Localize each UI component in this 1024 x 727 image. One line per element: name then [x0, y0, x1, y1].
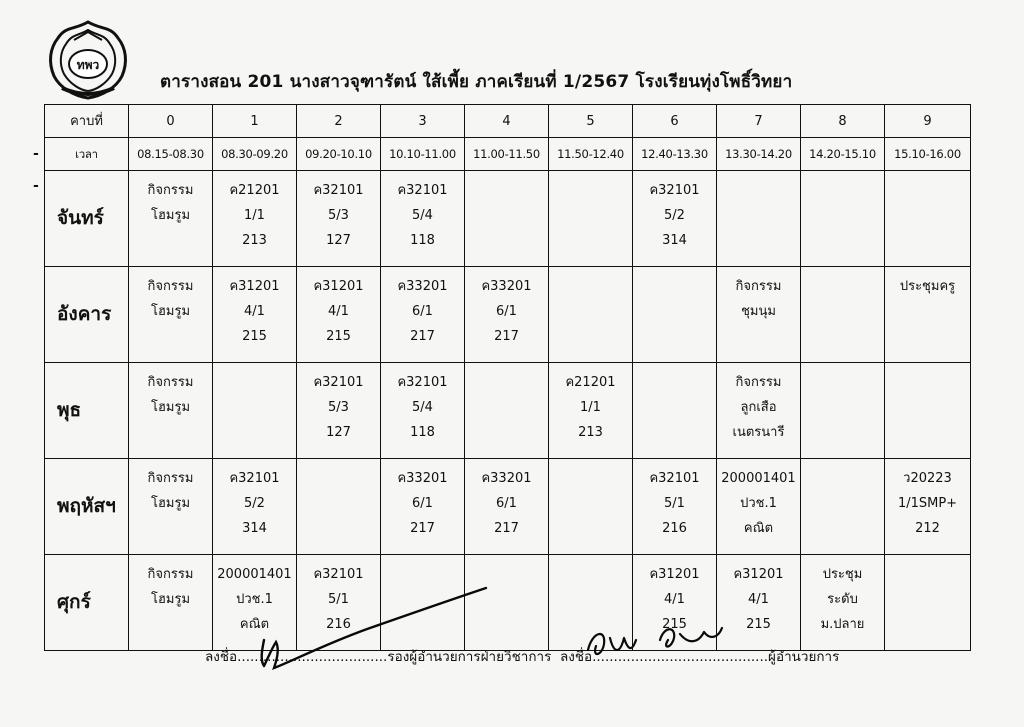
cell-line: กิจกรรม	[735, 279, 782, 294]
timetable-cell	[129, 363, 213, 459]
time-header: 11.50-12.40	[549, 138, 633, 171]
cell-line: ค31201	[313, 279, 364, 294]
cell-line: ค32101	[649, 471, 700, 486]
timetable-cell	[717, 171, 801, 267]
timetable-cell	[465, 459, 549, 555]
timetable-cell	[549, 459, 633, 555]
sign-label-2: ลงชื่อ	[559, 649, 593, 665]
timetable-cell	[129, 459, 213, 555]
timetable-cell	[129, 171, 213, 267]
cell-line: 5/1	[664, 496, 685, 511]
cell-line: ค31201	[649, 567, 700, 582]
timetable-cell	[885, 555, 971, 651]
cell-line: โฮมรูม	[150, 592, 191, 607]
cell-line: 217	[410, 329, 435, 344]
cell-line: 213	[578, 425, 603, 440]
day-name: พุธ	[45, 363, 129, 459]
cell-line: 118	[410, 233, 435, 248]
cell-line: ค32101	[649, 183, 700, 198]
timetable-cell	[297, 171, 381, 267]
cell-line: ค33201	[481, 471, 532, 486]
time-header: 08.15-08.30	[129, 138, 213, 171]
period-header: 4	[465, 105, 549, 138]
timetable-cell	[381, 171, 465, 267]
cell-line: 5/3	[328, 400, 349, 415]
period-header: 7	[717, 105, 801, 138]
cell-line: กิจกรรม	[735, 375, 782, 390]
margin-mark: -	[33, 178, 39, 194]
period-row	[45, 105, 971, 138]
timetable-cell	[801, 171, 885, 267]
cell-line: 215	[662, 617, 687, 632]
cell-line: 314	[662, 233, 687, 248]
cell-line: โฮมรูม	[150, 208, 191, 223]
cell-line: 6/1	[496, 496, 517, 511]
sign-dots-1: ...................................	[237, 649, 388, 665]
timetable-cell	[297, 459, 381, 555]
timetable-cell	[633, 171, 717, 267]
cell-line: 4/1	[664, 592, 685, 607]
cell-line: ค32101	[229, 471, 280, 486]
cell-line: 127	[326, 425, 351, 440]
timetable-cell	[213, 363, 297, 459]
day-row	[45, 171, 971, 267]
cell-line: 5/2	[664, 208, 685, 223]
cell-line: 215	[242, 329, 267, 344]
page-title: ตารางสอน 201 นางสาวจุฑารัตน์ ใส้เพี้ย ภาคเรียนที่ 1/2567 โรงเรียนทุ่งโพธิ์วิทยา	[160, 72, 793, 92]
cell-line: ประชุม	[822, 567, 863, 582]
cell-line: 1/1	[580, 400, 601, 415]
signature-vice-director	[250, 570, 490, 680]
cell-line: ค32101	[397, 375, 448, 390]
cell-line: 5/4	[412, 208, 433, 223]
cell-line: 6/1	[412, 496, 433, 511]
period-header: 1	[213, 105, 297, 138]
cell-line: 217	[494, 521, 519, 536]
time-header: 10.10-11.00	[381, 138, 465, 171]
timetable-cell	[465, 363, 549, 459]
cell-line: กิจกรรม	[147, 183, 194, 198]
cell-line: ค33201	[397, 279, 448, 294]
timetable-cell	[801, 555, 885, 651]
timetable-cell	[381, 459, 465, 555]
signature-director	[580, 610, 750, 670]
cell-line: 5/1	[328, 592, 349, 607]
timetable-cell	[297, 363, 381, 459]
cell-line: 4/1	[328, 304, 349, 319]
cell-line: ประชุมครู	[899, 279, 956, 294]
cell-line: 200001401	[217, 567, 292, 582]
period-header: 9	[885, 105, 971, 138]
time-row	[45, 138, 971, 171]
cell-line: คณิต	[743, 521, 774, 536]
cell-line: ค32101	[313, 375, 364, 390]
period-header: 3	[381, 105, 465, 138]
cell-line: ค21201	[229, 183, 280, 198]
cell-line: กิจกรรม	[147, 471, 194, 486]
cell-line: 213	[242, 233, 267, 248]
cell-line: ค32101	[313, 567, 364, 582]
timetable-cell	[213, 267, 297, 363]
time-header: 09.20-10.10	[297, 138, 381, 171]
timetable-cell	[633, 267, 717, 363]
timetable-cell	[129, 267, 213, 363]
cell-line: ปวช.1	[236, 592, 273, 607]
timetable	[44, 104, 971, 651]
timetable-cell	[213, 459, 297, 555]
day-name: อังคาร	[45, 267, 129, 363]
cell-line: 217	[410, 521, 435, 536]
cell-line: 1/1	[244, 208, 265, 223]
cell-line: ค32101	[313, 183, 364, 198]
timetable-cell	[549, 171, 633, 267]
timetable-cell	[465, 171, 549, 267]
cell-line: ค21201	[565, 375, 616, 390]
cell-line: 5/4	[412, 400, 433, 415]
timetable-cell	[801, 363, 885, 459]
period-header: 2	[297, 105, 381, 138]
cell-line: ระดับ	[827, 592, 858, 607]
cell-line: 5/3	[328, 208, 349, 223]
cell-line: 215	[326, 329, 351, 344]
timetable-cell	[717, 459, 801, 555]
cell-line: 216	[326, 617, 351, 632]
sign-label-1: ลงชื่อ	[205, 649, 238, 665]
cell-line: ปวช.1	[740, 496, 777, 511]
timetable-cell	[801, 459, 885, 555]
cell-line: ค33201	[481, 279, 532, 294]
cell-line: 217	[494, 329, 519, 344]
timetable-cell	[885, 363, 971, 459]
cell-line: คณิต	[239, 617, 270, 632]
time-header: 15.10-16.00	[885, 138, 971, 171]
timetable-cell	[297, 267, 381, 363]
cell-line: ม.ปลาย	[820, 617, 865, 632]
cell-line: 127	[326, 233, 351, 248]
cell-line: กิจกรรม	[147, 567, 194, 582]
cell-line: ชุมนุม	[741, 304, 776, 319]
cell-line: กิจกรรม	[147, 375, 194, 390]
sign-dots-2: .........................................	[592, 649, 769, 665]
timetable-cell	[885, 171, 971, 267]
timetable-cell	[717, 363, 801, 459]
timetable-cell	[885, 267, 971, 363]
day-row	[45, 555, 971, 651]
school-emblem-icon	[44, 18, 132, 102]
time-header: 14.20-15.10	[801, 138, 885, 171]
emblem-text: ทพว	[76, 58, 100, 72]
cell-line: ลูกเสือ	[740, 400, 777, 415]
timetable-cell	[381, 363, 465, 459]
cell-line: 6/1	[496, 304, 517, 319]
time-header: 13.30-14.20	[717, 138, 801, 171]
timetable-cell	[381, 267, 465, 363]
cell-line: ค31201	[229, 279, 280, 294]
day-name: พฤหัสฯ	[45, 459, 129, 555]
time-header: 08.30-09.20	[213, 138, 297, 171]
cell-line: 215	[746, 617, 771, 632]
time-header: 11.00-11.50	[465, 138, 549, 171]
period-header: 8	[801, 105, 885, 138]
timetable-cell	[549, 267, 633, 363]
timetable-cell	[885, 459, 971, 555]
cell-line: กิจกรรม	[147, 279, 194, 294]
cell-line: โฮมรูม	[150, 304, 191, 319]
day-row	[45, 459, 971, 555]
day-row	[45, 363, 971, 459]
period-header: 5	[549, 105, 633, 138]
cell-line: เนตรนารี	[732, 425, 785, 440]
role-director: ผู้อำนวยการ	[768, 649, 840, 665]
period-label: คาบที่	[45, 105, 129, 138]
period-header: 0	[129, 105, 213, 138]
cell-line: ค33201	[397, 471, 448, 486]
cell-line: ว20223	[903, 471, 952, 486]
timetable-cell	[633, 363, 717, 459]
timetable-cell	[129, 555, 213, 651]
cell-line: 212	[915, 521, 940, 536]
cell-line: 6/1	[412, 304, 433, 319]
cell-line: 314	[242, 521, 267, 536]
cell-line: 4/1	[244, 304, 265, 319]
timetable-cell	[549, 363, 633, 459]
period-header: 6	[633, 105, 717, 138]
cell-line: โฮมรูม	[150, 400, 191, 415]
cell-line: 5/2	[244, 496, 265, 511]
cell-line: ค32101	[397, 183, 448, 198]
day-name: จันทร์	[45, 171, 129, 267]
cell-line: 1/1SMP+	[897, 496, 958, 511]
timetable-cell	[465, 267, 549, 363]
cell-line: โฮมรูม	[150, 496, 191, 511]
cell-line: ค31201	[733, 567, 784, 582]
role-vice-director: รองผู้อำนวยการฝ่ายวิชาการ	[387, 649, 552, 665]
cell-line: 200001401	[721, 471, 796, 486]
timetable-cell	[213, 171, 297, 267]
time-label: เวลา	[45, 138, 129, 171]
day-name: ศุกร์	[45, 555, 129, 651]
cell-line: 216	[662, 521, 687, 536]
day-row	[45, 267, 971, 363]
cell-line: 118	[410, 425, 435, 440]
timetable-cell	[717, 267, 801, 363]
margin-mark: -	[33, 146, 39, 162]
cell-line: 4/1	[748, 592, 769, 607]
time-header: 12.40-13.30	[633, 138, 717, 171]
timetable-cell	[801, 267, 885, 363]
timetable-cell	[633, 459, 717, 555]
